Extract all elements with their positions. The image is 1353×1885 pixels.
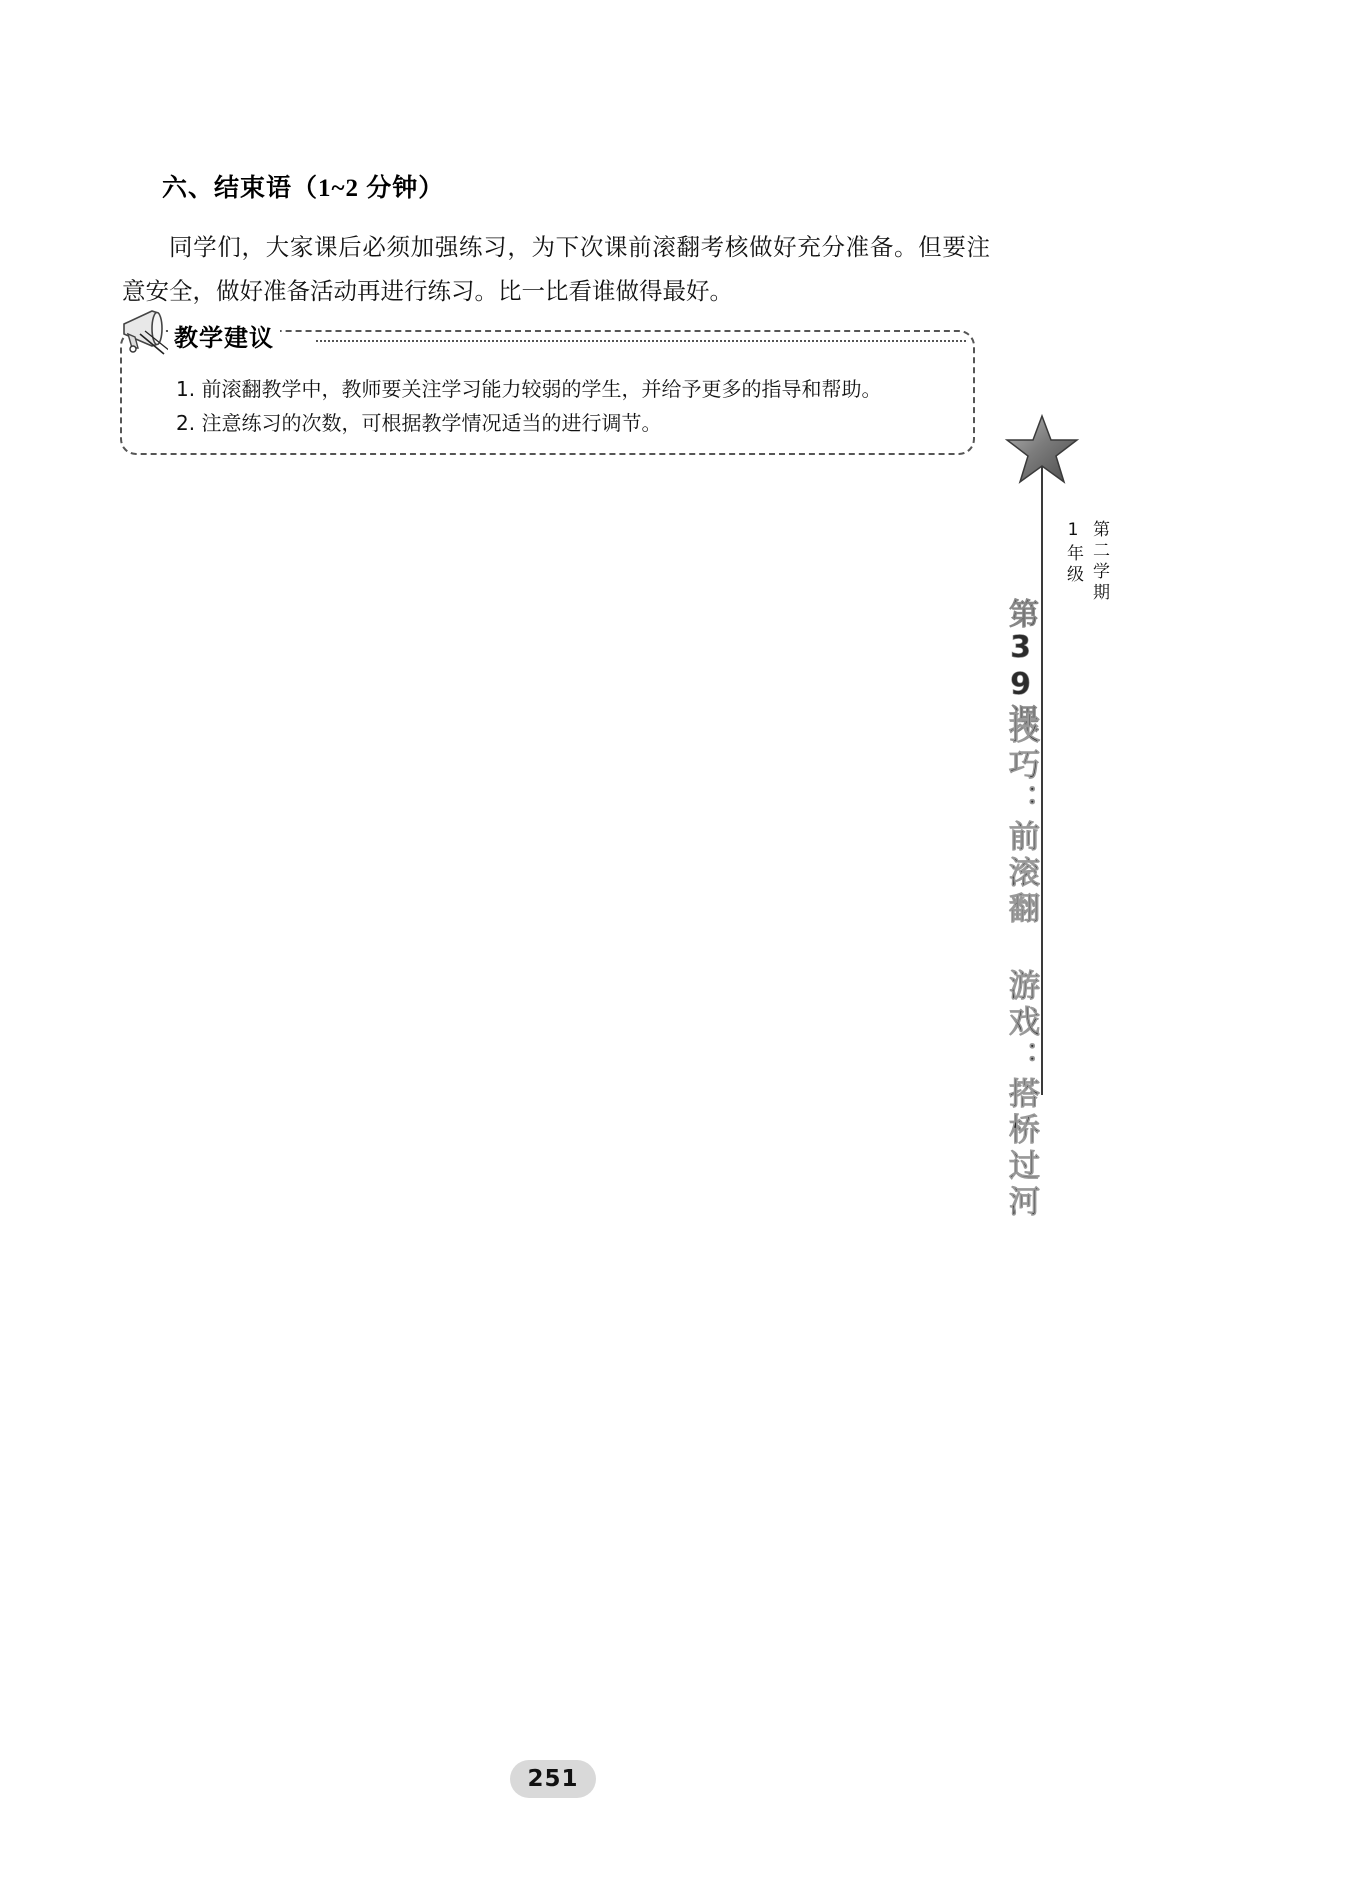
body-paragraph: 同学们，大家课后必须加强练习，为下次课前滚翻考核做好充分准备。但要注意安全，做好准备活动再进行练习。比一比看谁做得最好。 bbox=[122, 235, 990, 305]
side-tab-term: 第二学期 bbox=[1089, 520, 1109, 604]
side-tab-topic: 技巧：前滚翻 游戏：搭桥过河 bbox=[1003, 712, 1039, 1221]
list-item: 2. 注意练习的次数，可根据教学情况适当的进行调节。 bbox=[176, 411, 662, 435]
advice-list bbox=[176, 372, 966, 440]
list-item: 1. 前滚翻教学中，教师要关注学习能力较弱的学生，并给予更多的指导和帮助。 bbox=[176, 377, 882, 401]
advice-title-wrap bbox=[168, 318, 280, 352]
star-icon bbox=[1003, 412, 1081, 488]
side-tab-lesson: 第39课 bbox=[1003, 598, 1038, 736]
advice-title: 教学建议 bbox=[174, 323, 274, 352]
side-tab-grade: 1年级 bbox=[1063, 520, 1083, 586]
section-heading: 六、结束语（1~2 分钟） bbox=[162, 175, 445, 202]
page-number: 251 bbox=[510, 1760, 596, 1798]
advice-divider bbox=[316, 340, 966, 342]
